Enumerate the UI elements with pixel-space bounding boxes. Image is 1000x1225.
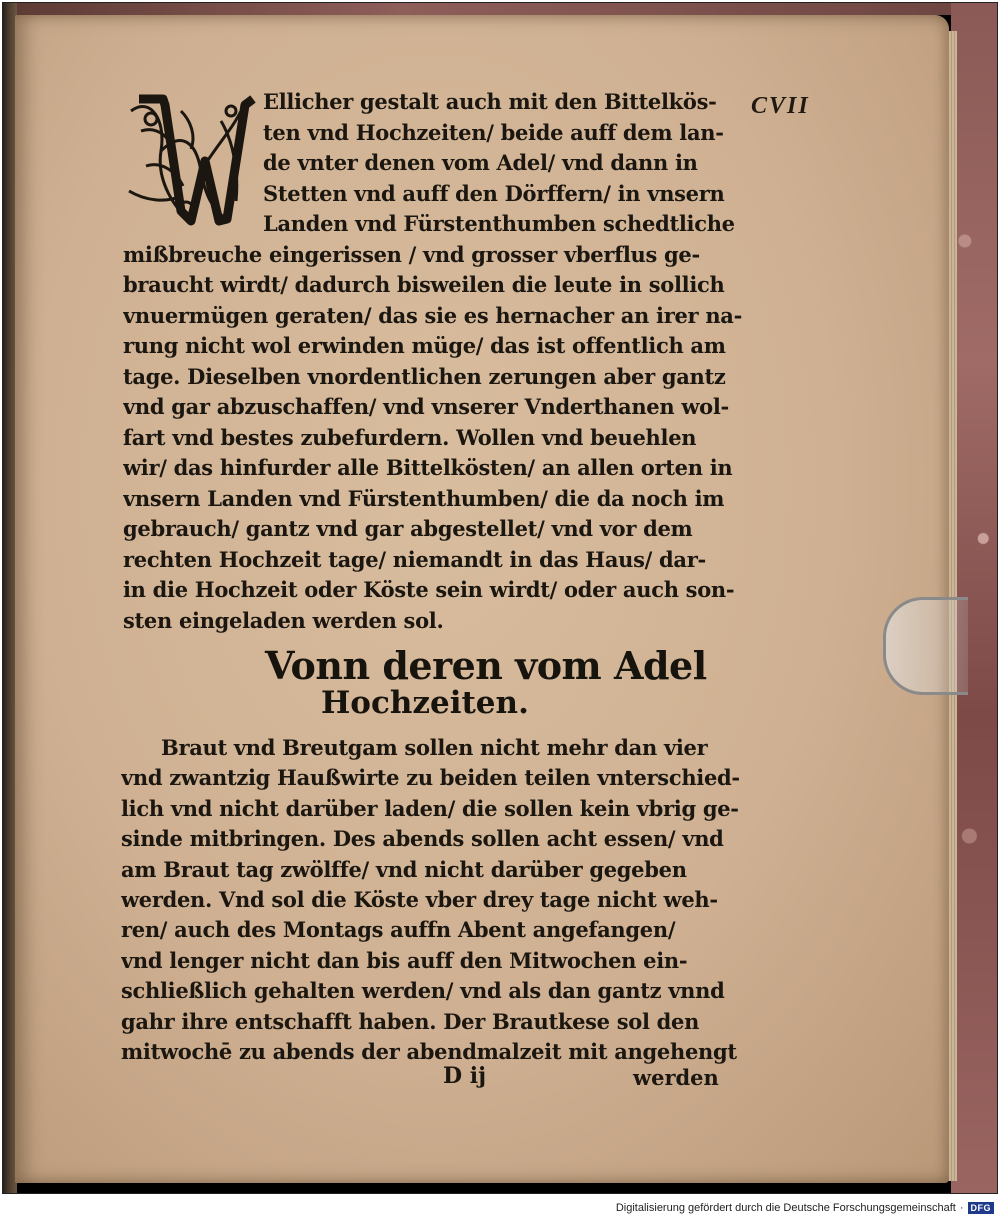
text-line: Ellicher gestalt auch mit den Bittelkös- [263, 89, 717, 114]
text-line: sten eingeladen werden sol. [123, 607, 444, 633]
text-line: Braut vnd Breutgam sollen nicht mehr dan vier [161, 735, 708, 760]
text-line: mitwochē zu abends der abendmalzeit mit angehengt [121, 1039, 737, 1065]
text-line: tage. Dieselben vnordentlichen zerungen aber gantz [123, 363, 726, 389]
section-heading: Vonn deren vom Adel [265, 643, 707, 688]
text-line: schließlich gehalten werden/ vnd als dan gantz vnnd [121, 978, 725, 1004]
text-line: gebrauch/ gantz vnd gar abgestellet/ vnd vor dem [123, 516, 693, 541]
text-line: vnuermügen geraten/ das sie es hernacher an irer na- [123, 302, 743, 328]
text-line: fart vnd bestes zubefurdern. Wollen vnd beuehlen [123, 424, 697, 450]
section-heading-sub: Hochzeiten. [321, 685, 529, 721]
text-line: ten vnd Hochzeiten/ beide auff dem lan- [263, 119, 724, 145]
catchword: werden [633, 1065, 719, 1090]
text-line: braucht wirdt/ dadurch bisweilen die leute in sollich [123, 272, 725, 297]
signature-mark: D ij [443, 1063, 487, 1089]
text-line: werden. Vnd sol die Köste vber drey tage nicht weh- [121, 887, 718, 913]
scan-frame [2, 2, 998, 1194]
text-line: in die Hochzeit oder Köste sein wirdt/ oder auch son- [123, 577, 735, 602]
dfg-logo-icon[interactable]: DFG [968, 1202, 995, 1214]
text-line: vnd gar abzuschaffen/ vnd vnserer Vnderthanen wol- [123, 394, 729, 419]
separator: · [959, 1202, 964, 1214]
text-line: lich vnd nicht darüber laden/ die sollen kein vbrig ge- [121, 795, 739, 821]
text-line: sinde mitbringen. Des abends sollen acht essen/ vnd [121, 826, 724, 852]
text-line: am Braut tag zwölffe/ vnd nicht darüber gegeben [121, 856, 687, 882]
text-line: vnd lenger nicht dan bis auff den Mitwochen ein- [121, 947, 688, 973]
text-line: gahr ihre entschafft haben. Der Brautkese sol den [121, 1008, 700, 1034]
paragraph-ordinance [123, 87, 763, 636]
page-clip [883, 597, 968, 695]
text-line: rung nicht wol erwinden müge/ das ist offentlich am [123, 333, 726, 358]
folio-number: CVII [751, 93, 810, 119]
footer-credit [616, 1202, 994, 1214]
funding-credit: Digitalisierung gefördert durch die Deutsche Forschungsgemeinschaft [615, 1202, 956, 1214]
book-cover-top [3, 3, 997, 15]
text-line: rechten Hochzeit tage/ niemandt in das Haus/ dar- [123, 546, 706, 572]
text-line: wir/ das hinfurder alle Bittelkösten/ an allen orten in [123, 455, 733, 480]
text-line: Stetten vnd auff den Dörffern/ in vnsern [263, 180, 725, 206]
text-line: vnsern Landen vnd Fürstenthumben/ die da noch im [123, 485, 725, 511]
text-line: ren/ auch des Montags auffn Abent angefangen/ [121, 917, 676, 943]
paragraph-wedding-rules [121, 733, 741, 1067]
text-line: Landen vnd Fürstenthumben schedtliche [263, 211, 735, 236]
text-line: mißbreuche eingerissen / vnd grosser vberflus ge- [123, 241, 700, 267]
text-line: de vnter denen vom Adel/ vnd dann in [263, 150, 698, 175]
text-line: vnd zwantzig Haußwirte zu beiden teilen vnterschied- [121, 765, 740, 791]
